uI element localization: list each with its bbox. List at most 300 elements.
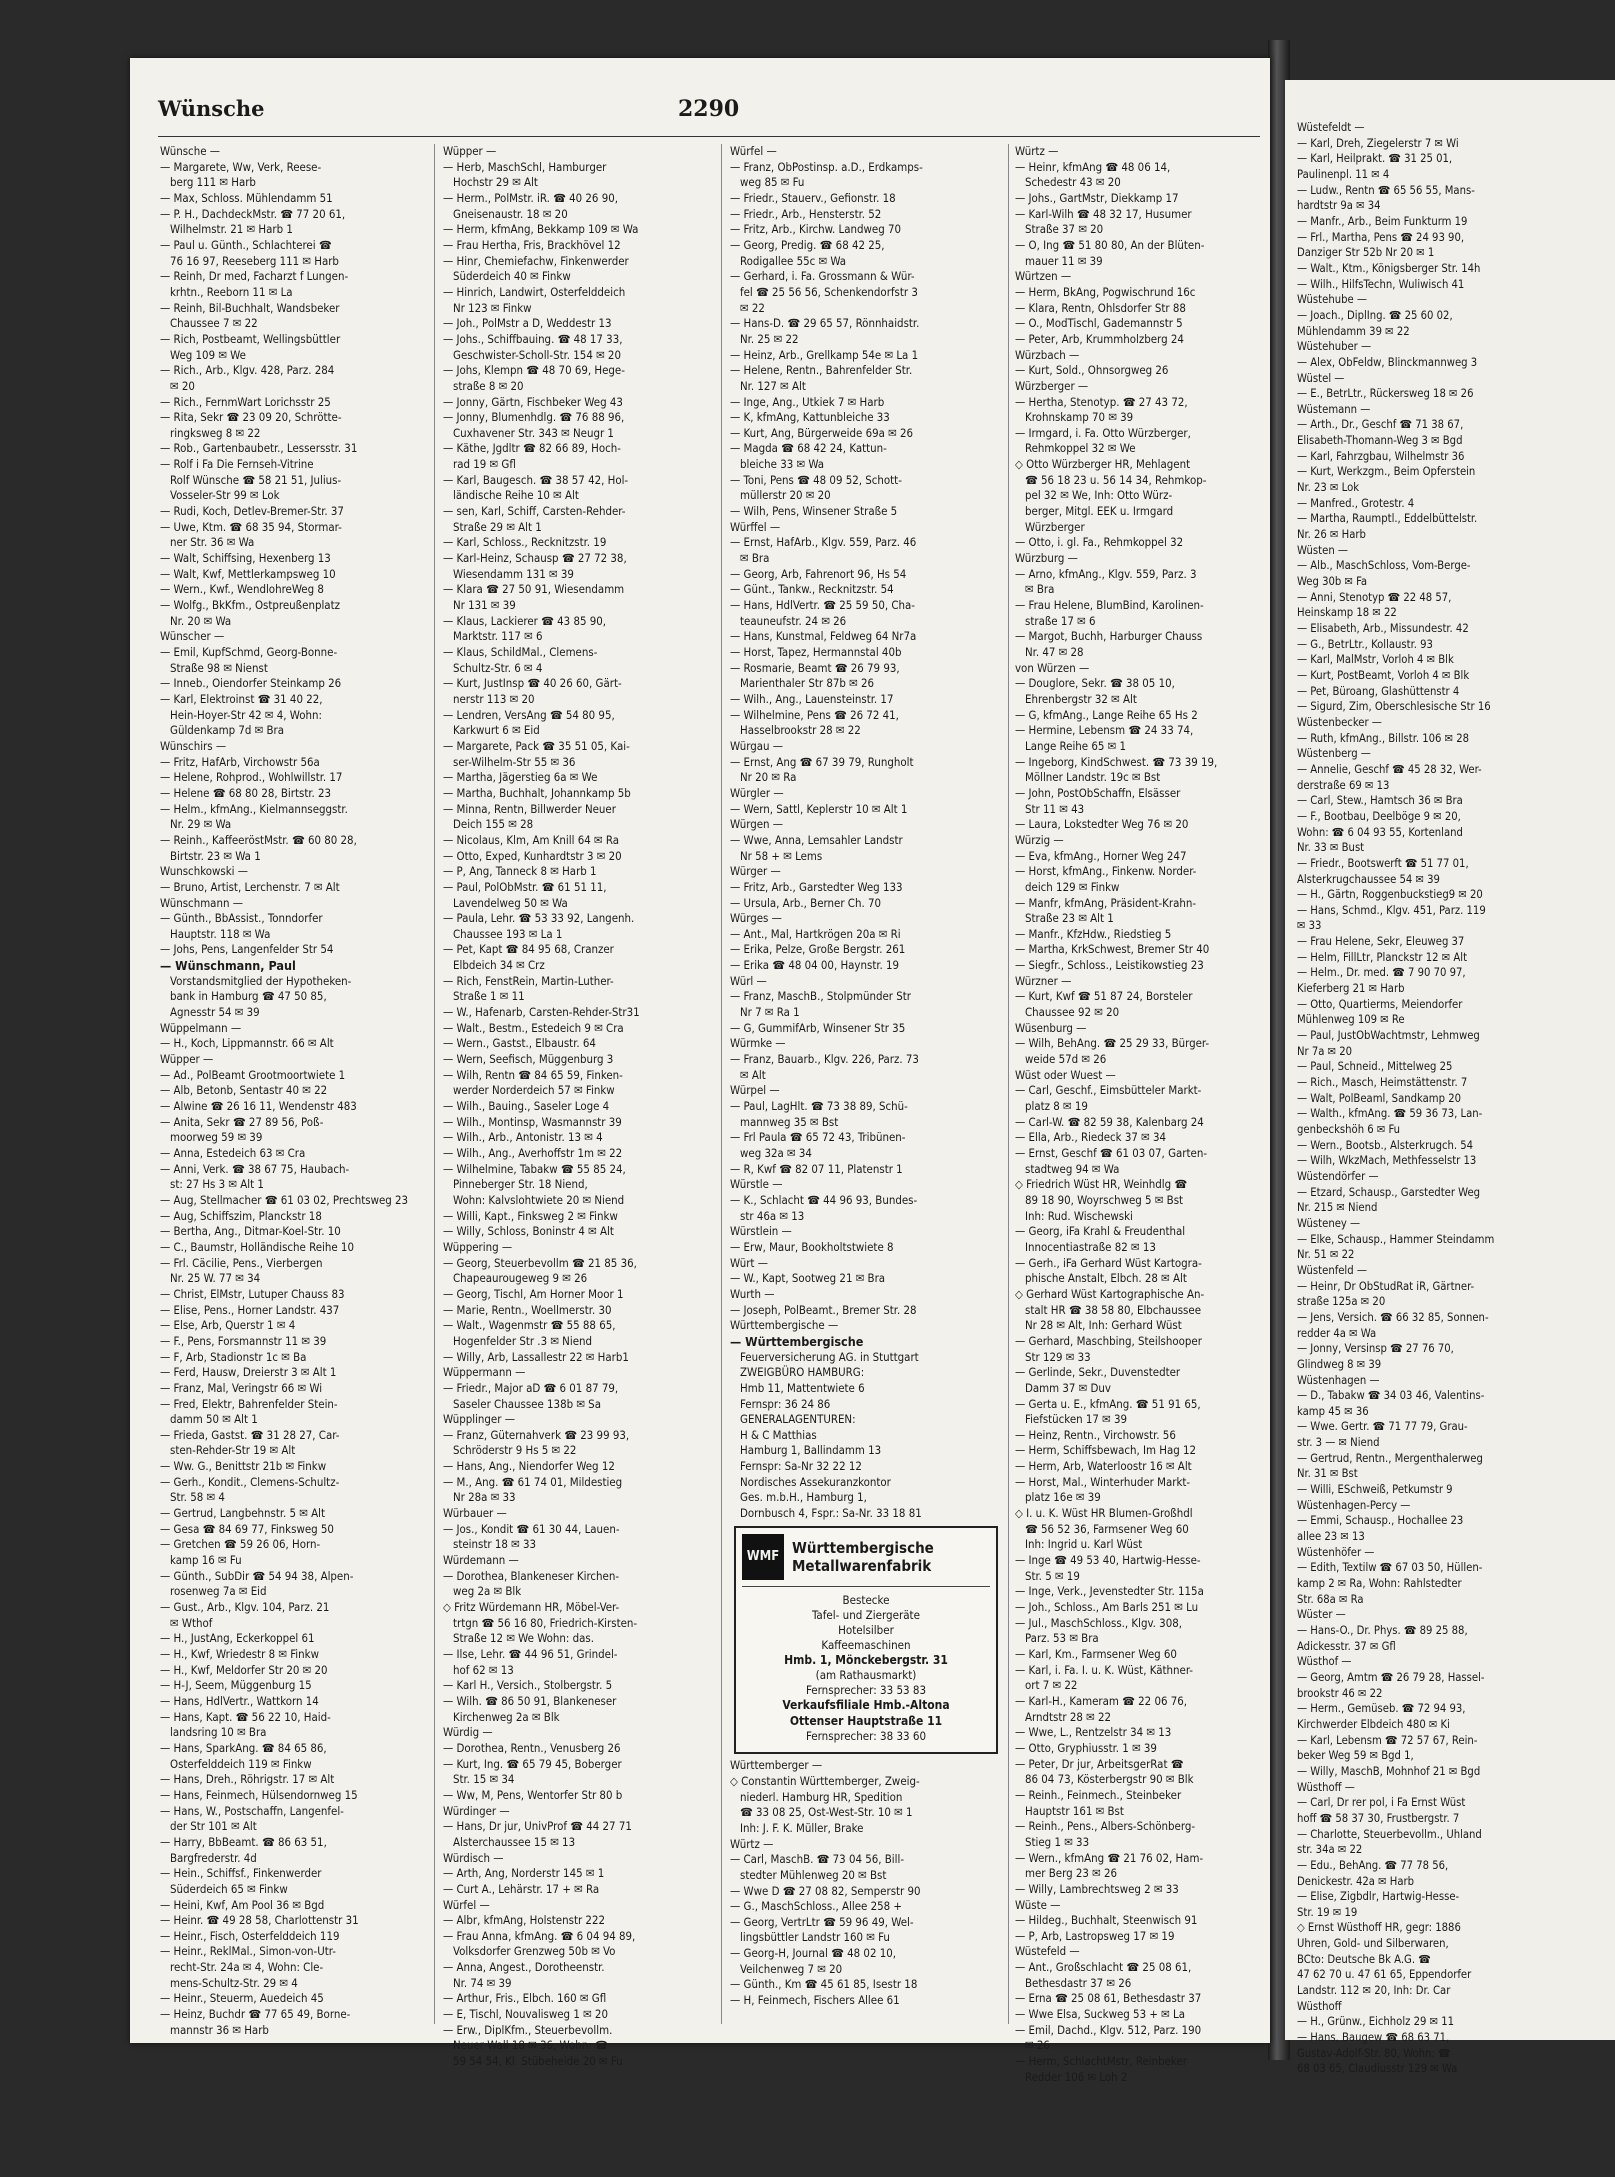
directory-line: mannweg 35 ✉ Bst (740, 1114, 839, 1129)
directory-line: — Manfr, kfmAng, Präsident-Krahn- (1015, 895, 1197, 910)
directory-line: — Kurt, Ing. ☎ 65 79 45, Boberger (443, 1756, 622, 1771)
directory-line: — M., Ang. ☎ 61 74 01, Mildestieg (443, 1474, 623, 1489)
directory-line: — Fred, Elektr, Bahrenfelder Stein- (160, 1396, 338, 1411)
directory-line: Nr. 74 ✉ 39 (453, 1975, 512, 1990)
directory-line: Würdisch — (443, 1850, 504, 1865)
directory-line: Möllner Landstr. 19c ✉ Bst (1025, 770, 1161, 785)
directory-line: — Bruno, Artist, Lerchenstr. 7 ✉ Alt (160, 879, 340, 894)
directory-line: Wüster — (1297, 1608, 1346, 1622)
directory-line: — Franz, Güternahverk ☎ 23 99 93, (443, 1427, 630, 1442)
directory-line: — Alex, ObFeldw, Blinckmannweg 3 (1297, 355, 1478, 369)
directory-line: — Carl, Dr rer pol, i Fa Ernst Wüst (1297, 1796, 1466, 1810)
directory-line: — Erna ☎ 25 08 61, Bethesdastr 37 (1015, 1991, 1202, 2006)
directory-line: trtgn ☎ 56 16 80, Friedrich-Kirsten- (453, 1615, 638, 1630)
directory-line: Adickesstr. 37 ✉ Gfl (1297, 1639, 1396, 1653)
directory-line: — Georg, Tischl, Am Horner Moor 1 (443, 1286, 624, 1301)
directory-line: Nr. 31 ✉ Bst (1297, 1467, 1358, 1481)
directory-line: — Gerh., Kondit., Clemens-Schultz- (160, 1474, 340, 1489)
page-header (158, 96, 1260, 126)
directory-page (130, 58, 1270, 2084)
directory-line: — Gertrud, Langbehnstr. 5 ✉ Alt (160, 1506, 326, 1521)
directory-line: Schröderstr 9 Hs 5 ✉ 22 (453, 1443, 577, 1458)
directory-line: — Hans, SparkAng. ☎ 84 65 86, (160, 1740, 327, 1755)
directory-line: — Reinh, Dr med, Facharzt f Lungen- (160, 269, 349, 284)
directory-line: — Wern., kfmAng ☎ 21 76 02, Ham- (1015, 1850, 1204, 1865)
directory-line: — Wilh., Bauing., Saseler Loge 4 (443, 1099, 610, 1114)
directory-line: mens-Schultz-Str. 29 ✉ 4 (170, 1975, 298, 1990)
directory-line: — Charlotte, Steuerbevollm., Uhland (1297, 1827, 1482, 1841)
directory-line: Arndtstr 28 ✉ 22 (1025, 1709, 1112, 1724)
directory-line: Nr. 47 ✉ 28 (1025, 645, 1084, 659)
ad-line: (am Rathausmarkt) (815, 1668, 917, 1683)
directory-line: — Walth., kfmAng. ☎ 59 36 73, Lan- (1297, 1107, 1483, 1121)
directory-line: ◇ Friedrich Wüst HR, Weinhdlg ☎ (1015, 1177, 1188, 1192)
directory-line: Nr 131 ✉ 39 (453, 598, 516, 613)
directory-line: Wüstenhagen-Percy — (1297, 1498, 1411, 1512)
directory-line: — Reinh., Feinmech., Steinbeker (1015, 1787, 1182, 1802)
directory-line: Wüst oder Wuest — (1015, 1067, 1116, 1082)
directory-line: — Karl, Lebensm ☎ 72 57 67, Rein- (1297, 1733, 1478, 1747)
directory-line: Nr 58 + ✉ Lems (740, 848, 823, 863)
directory-line: ländische Reihe 10 ✉ Alt (453, 488, 579, 503)
directory-line: kamp 2 ✉ Ra, Wohn: Rahlstedter (1297, 1577, 1462, 1591)
directory-line: — Max, Schloss. Mühlendamm 51 (160, 190, 333, 205)
directory-line: — Reinh., KaffeeröstMstr. ☎ 60 80 28, (160, 832, 357, 847)
directory-line: mauer 11 ✉ 39 (1025, 253, 1103, 268)
directory-line: ◇ Gerhard Wüst Kartographische An- (1015, 1286, 1205, 1301)
directory-line: — Jonny, Gärtn, Fischbeker Weg 43 (443, 394, 623, 409)
directory-line: Cuxhavener Str. 343 ✉ Neugr 1 (453, 425, 614, 440)
directory-line: — Peter, Dr jur, ArbeitsgerRat ☎ (1015, 1756, 1184, 1771)
directory-line: Würtzen — (1015, 269, 1072, 284)
directory-line: hoff ☎ 58 37 30, Frustbergstr. 7 (1297, 1811, 1460, 1825)
directory-line: — Wilh., HilfsTechn, Wuliwisch 41 (1297, 277, 1465, 291)
directory-line: — Hildeg., Buchhalt, Steenwisch 91 (1015, 1913, 1198, 1928)
directory-line: — Frl Paula ☎ 65 72 43, Tribünen- (730, 1130, 906, 1145)
directory-line: — Horst, Tapez, Hermannstal 40b (730, 645, 902, 659)
directory-line: — Martha, KrkSchwest, Bremer Str 40 (1015, 942, 1210, 957)
ad-header (742, 1534, 990, 1587)
directory-line: Stieg 1 ✉ 33 (1025, 1834, 1090, 1849)
directory-line: — Helene, Rohprod., Wohlwillstr. 17 (160, 770, 343, 785)
directory-line: derstraße 69 ✉ 13 (1297, 778, 1390, 792)
directory-line: — Herm, SchlachtMstr, Reinbeker (1015, 2054, 1187, 2069)
directory-line: — Hein., Schiffsf., Finkenwerder (160, 1866, 322, 1881)
directory-line: — Ww, M, Pens, Wentorfer Str 80 b (443, 1787, 623, 1802)
directory-line: — Sigurd, Zim, Oberschlesische Str 16 (1297, 700, 1491, 714)
directory-line: Redder 106 ✉ Loh 2 (1025, 2069, 1128, 2084)
directory-line: 68 03 65, Claudiusstr 129 ✉ Wa (1297, 2062, 1458, 2076)
directory-line: — Inge, Verk., Jevenstedter Str. 115a (1015, 1584, 1204, 1599)
directory-line: — Elke, Schausp., Hammer Steindamm (1297, 1232, 1495, 1246)
directory-line: — Georg, Arb, Fahrenort 96, Hs 54 (730, 566, 907, 581)
directory-line: — Minna, Rentn, Billwerder Neuer (443, 801, 616, 816)
directory-line: ◇ Otto Würzberger HR, Mehlagent (1015, 457, 1191, 472)
directory-line: — Ilse, Lehr. ☎ 44 96 51, Grindel- (443, 1647, 618, 1661)
ad-line: Tafel- und Ziergeräte (812, 1607, 920, 1622)
directory-line: ✉ 33 (1297, 919, 1322, 933)
directory-line: — Aug, Stellmacher ☎ 61 03 02, Prechtsweg 23 (160, 1192, 409, 1207)
directory-line: — Harry, BbBeamt. ☎ 86 63 51, (160, 1834, 327, 1849)
directory-line: — Walt., Bestm., Estedeich 9 ✉ Cra (443, 1020, 624, 1035)
directory-line: — Joh., PolMstr a D, Weddestr 13 (443, 316, 612, 331)
directory-line: — Kurt, Sold., Ohnsorgweg 26 (1015, 363, 1169, 378)
directory-line: — Gerhard, Maschbing, Steilshooper (1015, 1333, 1202, 1348)
directory-line: Agnesstr 54 ✉ 39 (170, 1005, 260, 1020)
ad-line: Hotelsilber (838, 1622, 894, 1637)
directory-line: — Erw., DiplKfm., Steuerbevollm. (443, 2022, 613, 2037)
directory-line: — Hans, Baugew ☎ 68 63 71, (1297, 2031, 1450, 2045)
directory-line: — Ww. G., Benittstr 21b ✉ Finkw (160, 1459, 327, 1474)
directory-line: bank in Hamburg ☎ 47 50 85, (170, 989, 327, 1004)
directory-line: — Walt, Kwf, Mettlerkampsweg 10 (160, 566, 336, 581)
directory-line: — Heinr., ReklMal., Simon-von-Utr- (160, 1944, 336, 1959)
directory-line: Ges. m.b.H., Hamburg 1, (740, 1490, 867, 1505)
directory-line: Wüstendörfer — (1297, 1169, 1379, 1183)
directory-line: — Willy, Schloss, Boninstr 4 ✉ Alt (443, 1224, 614, 1239)
directory-line: — Heinz, Rentn., Virchowstr. 56 (1015, 1427, 1176, 1442)
directory-line: — Wern., Bootsb., Alsterkrugch. 54 (1297, 1138, 1474, 1152)
directory-line: — Karl-H., Kameram ☎ 22 06 76, (1015, 1693, 1188, 1708)
directory-line: — Karl H., Versich., Stolbergstr. 5 (443, 1678, 613, 1693)
directory-line: hof 62 ✉ 13 (453, 1662, 514, 1677)
directory-line: Weg 30b ✉ Fa (1297, 575, 1368, 589)
directory-line: — Kurt, JustInsp ☎ 40 26 60, Gärt- (443, 676, 622, 691)
directory-line: Wüppermann — (443, 1365, 526, 1380)
directory-line: — Friedr., Stauerv., Gefionstr. 18 (730, 190, 896, 205)
directory-line: str. 3 — ✉ Niend (1297, 1436, 1380, 1450)
page-number: 2290 (678, 96, 740, 122)
ad-phone: Fernsprecher: 33 53 83 (805, 1683, 927, 1698)
directory-line: ☎ 33 08 25, Ost-West-Str. 10 ✉ 1 (740, 1805, 913, 1820)
directory-line: — Herb, MaschSchl, Hamburger (443, 159, 607, 174)
directory-line: — H-J, Seem, Müggenburg 15 (160, 1678, 312, 1693)
ad-branch: Verkaufsfiliale Hmb.-Altona (782, 1698, 950, 1713)
directory-line: Würfel — (730, 144, 777, 158)
directory-line: — sen, Karl, Schiff, Carsten-Rehder- (443, 504, 626, 519)
directory-line: — Rosmarie, Beamt ☎ 26 79 93, (730, 660, 900, 675)
directory-line: kamp 16 ✉ Fu (170, 1553, 242, 1568)
directory-line: Ehrenbergstr 32 ✉ Alt (1025, 691, 1137, 706)
directory-line: — Alwine ☎ 26 16 11, Wendenstr 483 (160, 1099, 357, 1114)
column-2 (443, 144, 712, 2069)
directory-line: — Gesa ☎ 84 69 77, Finksweg 50 (160, 1521, 334, 1536)
directory-line: — Friedr., Arb., Hensterstr. 52 (730, 206, 882, 221)
ad-address: Hmb. 1, Mönckebergstr. 31 (784, 1652, 948, 1667)
directory-line: — Pet, Büroang, Glashüttenstr 4 (1297, 684, 1460, 698)
directory-line: Hasselbrookstr 28 ✉ 22 (740, 723, 861, 738)
directory-line: — Rob., Gartenbaubetr., Lessersstr. 31 (160, 441, 358, 456)
directory-line: — Herm., PolMstr. iR. ☎ 40 26 90, (443, 190, 618, 205)
directory-line: — O, Ing ☎ 51 80 80, An der Blüten- (1015, 237, 1205, 252)
directory-line: 47 62 70 u. 47 61 65, Eppendorfer (1297, 1968, 1472, 1982)
directory-line: — Rita, Sekr ☎ 23 09 20, Schrötte- (160, 410, 342, 425)
directory-line: — Paul, Schneid., Mittelweg 25 (1297, 1060, 1453, 1074)
directory-line: — John, PostObSchaffn, Elsässer (1015, 785, 1181, 800)
directory-columns (160, 144, 1270, 2084)
directory-line: — Etzard, Schausp., Garstedter Weg (1297, 1185, 1481, 1199)
directory-line: — Friedr., Major aD ☎ 6 01 87 79, (443, 1380, 619, 1395)
directory-line: Krohnskamp 70 ✉ 39 (1025, 410, 1134, 425)
directory-line: — Gerlinde, Sekr., Duvenstedter (1015, 1365, 1181, 1380)
directory-line: Nr. 23 ✉ Lok (1297, 481, 1360, 495)
directory-line: — Hermine, Lebensm ☎ 24 33 74, (1015, 723, 1194, 738)
directory-line: — Otto, Quartierms, Meiendorfer (1297, 997, 1463, 1011)
directory-line: — Uwe, Ktm. ☎ 68 35 94, Stormar- (160, 519, 342, 534)
directory-line: Str. 68a ✉ Ra (1297, 1592, 1364, 1606)
directory-line: — Günth., SubDir ☎ 54 94 38, Alpen- (160, 1568, 354, 1583)
directory-line: Würtz — (730, 1836, 774, 1851)
directory-line: — Otto, i. gl. Fa., Rehmkoppel 32 (1015, 535, 1184, 550)
directory-line: Innocentiastraße 82 ✉ 13 (1025, 1239, 1156, 1254)
directory-line: landsring 10 ✉ Bra (170, 1725, 267, 1740)
column-divider (721, 144, 722, 2024)
directory-line: Geschwister-Scholl-Str. 154 ✉ 20 (453, 347, 621, 362)
directory-line: Württemberger — (730, 1758, 823, 1773)
directory-line: — Ella, Arb., Riedeck 37 ✉ 34 (1015, 1130, 1167, 1145)
directory-line: Str 11 ✉ 43 (1025, 801, 1085, 816)
column-1 (160, 144, 425, 2037)
directory-line: genbeckshöh 6 ✉ Fu (1297, 1123, 1401, 1136)
directory-line: Rodigallee 55c ✉ Wa (740, 253, 847, 268)
directory-line: — Wwe, Anna, Lemsahler Landstr (730, 832, 903, 847)
directory-line: — Kurt, PostBeamt, Vorloh 4 ✉ Blk (1297, 668, 1470, 682)
directory-line: — Nicolaus, Klm, Am Knill 64 ✉ Ra (443, 832, 619, 847)
directory-line: — Wern., Kwf., WendlohreWeg 8 (160, 582, 324, 597)
directory-line: Wüste — (1015, 1897, 1061, 1912)
directory-line: — Hans-D. ☎ 29 65 57, Rönnhaidstr. (730, 316, 920, 331)
directory-line: — Rich., FernmWart Lorichsstr 25 (160, 394, 331, 409)
directory-line: — Herm, kfmAng, Bekkamp 109 ✉ Wa (443, 222, 639, 237)
directory-line: Chaussee 92 ✉ 20 (1025, 1005, 1120, 1020)
directory-line: Würffel — (730, 519, 781, 534)
directory-line: — K, kfmAng, Kattunbleiche 33 (730, 410, 890, 425)
directory-line: mannstr 36 ✉ Harb (170, 2022, 269, 2037)
directory-line: — Reinh., Pens., Albers-Schönberg- (1015, 1819, 1196, 1834)
directory-line: — H., Gärtn, Roggenbuckstieg9 ✉ 20 (1297, 888, 1483, 902)
directory-line: Deich 155 ✉ 28 (453, 817, 534, 832)
directory-line: ser-Wilhelm-Str 55 ✉ 36 (453, 754, 576, 769)
directory-line: — Anna, Angest., Dorotheenstr. (443, 1960, 605, 1975)
directory-line: Denickestr. 42a ✉ Harb (1297, 1874, 1415, 1888)
directory-line: Chaussee 193 ✉ La 1 (453, 926, 563, 941)
directory-line: — Hertha, Stenotyp. ☎ 27 43 72, (1015, 394, 1188, 409)
directory-line: Uhren, Gold- und Silberwaren, (1297, 1937, 1449, 1951)
directory-line: — Dorothea, Blankeneser Kirchen- (443, 1568, 620, 1583)
directory-line: — Willy, Lambrechtsweg 2 ✉ 33 (1015, 1881, 1179, 1896)
directory-line: Lange Reihe 65 ✉ 1 (1025, 738, 1127, 753)
directory-line: — Hans, HdlVertr., Wattkorn 14 (160, 1693, 319, 1708)
directory-line: — Karl, Elektroinst ☎ 31 40 22, (160, 691, 323, 706)
directory-line: Würzburg — (1015, 551, 1078, 566)
directory-line: — Dorothea, Rentn., Venusberg 26 (443, 1740, 621, 1755)
directory-line: — H, Feinmech, Fischers Allee 61 (730, 1993, 900, 2008)
directory-line: — Inneb., Oiendorfer Steinkamp 26 (160, 676, 342, 691)
directory-line: — Hans, Kunstmal, Feldweg 64 Nr7a (730, 629, 917, 644)
directory-line: Wüstehube — (1297, 293, 1367, 307)
directory-line: — Klara, Rentn, Ohlsdorfer Str 88 (1015, 300, 1186, 315)
directory-line: — Edu., BehAng. ☎ 77 78 56, (1297, 1858, 1449, 1872)
directory-line: — Elisabeth, Arb., Missundestr. 42 (1297, 622, 1469, 635)
directory-line: Straße 29 ✉ Alt 1 (453, 519, 542, 534)
directory-line: — Erw, Maur, Bookholtstwiete 8 (730, 1239, 894, 1254)
directory-line: — Willy, Arb, Lassallestr 22 ✉ Harb1 (443, 1349, 629, 1364)
directory-line: — Alb, Betonb, Sentastr 40 ✉ 22 (160, 1083, 328, 1098)
directory-line: — H., Kwf, Meldorfer Str 20 ✉ 20 (160, 1662, 328, 1677)
directory-line: H & C Matthias (740, 1427, 817, 1442)
directory-line: Nordisches Assekuranzkontor (740, 1474, 891, 1489)
directory-line: — Bertha, Ang., Ditmar-Koel-Str. 10 (160, 1224, 341, 1239)
directory-line: Würzbach — (1015, 347, 1080, 362)
directory-line: Würl — (730, 973, 767, 988)
directory-line: Veilchenweg 7 ✉ 20 (740, 1961, 843, 1976)
directory-line: Pinneberger Str. 18 Niend, (453, 1177, 588, 1192)
directory-line: — Wilh., Arb., Antonistr. 13 ✉ 4 (443, 1130, 603, 1145)
directory-line: Württembergische — (730, 1318, 839, 1333)
directory-line: — Helene, Rentn., Bahrenfelder Str. (730, 363, 913, 378)
directory-line: — Gretchen ☎ 59 26 06, Horn- (160, 1537, 321, 1552)
directory-line: Nr. 20 ✉ Wa (170, 613, 232, 628)
directory-line: — Peter, Arb, Krummholzberg 24 (1015, 331, 1184, 346)
directory-line: Würzberger (1025, 519, 1085, 534)
directory-line: ringksweg 8 ✉ 22 (170, 425, 261, 440)
directory-line: — Wilh, BehAng. ☎ 25 29 33, Bürger- (1015, 1036, 1210, 1051)
directory-line: Paulinenpl. 11 ✉ 4 (1297, 167, 1390, 181)
directory-line: — Helm., Dr. med. ☎ 7 90 70 97, (1297, 966, 1466, 980)
directory-line: kamp 45 ✉ 36 (1297, 1404, 1369, 1418)
directory-line: fel ☎ 25 56 56, Schenkendorfstr 3 (740, 284, 918, 299)
directory-line: — Paula, Lehr. ☎ 53 33 92, Langenh. (443, 911, 635, 926)
directory-line: werder Norderdeich 57 ✉ Finkw (453, 1083, 615, 1098)
directory-line: — Joh., Schloss., Am Barls 251 ✉ Lu (1015, 1600, 1199, 1615)
directory-line: — Ingeborg, KindSchwest. ☎ 73 39 19, (1015, 754, 1218, 769)
directory-line: — Wwe, L., Rentzelstr 34 ✉ 13 (1015, 1725, 1172, 1740)
directory-line: — Ant., Mal, Hartkrögen 20a ✉ Ri (730, 926, 901, 941)
column-3 (730, 144, 1000, 2024)
directory-line: — Herm, Schiffsbewach, Im Hag 12 (1015, 1443, 1197, 1458)
directory-line: — Kurt, Werkzgm., Beim Opferstein (1297, 465, 1476, 479)
directory-line: — Erika ☎ 48 04 00, Haynstr. 19 (730, 958, 900, 973)
directory-line: — Franz, Mal, Veringstr 66 ✉ Wi (160, 1380, 323, 1395)
directory-line: Wohn: Kalvslohtwiete 20 ✉ Niend (453, 1192, 625, 1207)
wmf-logo-icon: WMF (742, 1534, 784, 1580)
directory-line: Marienthaler Str 87b ✉ 26 (740, 676, 875, 691)
directory-line: — Hans-O., Dr. Phys. ☎ 89 25 88, (1297, 1624, 1468, 1637)
directory-line: — Ernst, Ang ☎ 67 39 79, Rungholt (730, 754, 914, 769)
directory-line: Nr. 26 ✉ Harb (1297, 528, 1366, 542)
directory-line: — Martha, Buchhalt, Johannkamp 5b (443, 785, 631, 800)
directory-line: — Rolf i Fa Die Fernseh-Vitrine (160, 457, 314, 472)
directory-line: allee 23 ✉ 13 (1297, 1530, 1365, 1544)
directory-line: — Franz, MaschB., Stolpmünder Str (730, 989, 911, 1004)
directory-line: der Str 101 ✉ Alt (170, 1819, 257, 1834)
directory-line: Wüsenburg — (1015, 1020, 1087, 1035)
directory-line: weg 85 ✉ Fu (740, 175, 805, 190)
directory-line: — Carl, Geschf., Eimsbütteler Markt- (1015, 1083, 1202, 1098)
directory-line: — Günt., Tankw., Recknitzstr. 54 (730, 582, 894, 597)
directory-line: — Wilhelmine, Pens ☎ 26 72 41, (730, 707, 899, 722)
directory-line: Wüstemann — (1297, 402, 1371, 416)
directory-line: — Willy, MaschB, Mohnhof 21 ✉ Bgd (1297, 1764, 1481, 1778)
directory-line: moorweg 59 ✉ 39 (170, 1130, 263, 1145)
directory-line: Wüstefeldt — (1297, 121, 1365, 134)
directory-line: Wüstenbecker — (1297, 715, 1382, 729)
directory-line: Karkwurt 6 ✉ Eid (453, 723, 540, 738)
directory-line: berger, Mitgl. EEK u. Irmgard (1025, 504, 1174, 519)
directory-line: Nr 7 ✉ Ra 1 (740, 1005, 800, 1020)
directory-line: — Ant., Großschlacht ☎ 25 08 61, (1015, 1960, 1192, 1975)
directory-line: — E, Tischl, Nouvalisweg 1 ✉ 20 (443, 2007, 608, 2022)
directory-line: Wüsthoff (1297, 1999, 1342, 2013)
directory-line: — Karl-Heinz, Schausp ☎ 27 72 38, (443, 551, 627, 566)
directory-line: — Carl-W. ☎ 82 59 38, Kalenbarg 24 (1015, 1114, 1204, 1129)
directory-line: Parz. 53 ✉ Bra (1025, 1631, 1099, 1646)
directory-line: — Frl. Cäcilie, Pens., Vierbergen (160, 1255, 323, 1270)
directory-line: Chaussee 7 ✉ 22 (170, 316, 258, 331)
directory-line: Schultz-Str. 6 ✉ 4 (453, 660, 543, 675)
directory-line: — Joseph, PolBeamt., Bremer Str. 28 (730, 1302, 917, 1317)
directory-line: — Laura, Lokstedter Weg 76 ✉ 20 (1015, 817, 1189, 832)
directory-line: — P, Arb, Lastropsweg 17 ✉ 19 (1015, 1928, 1175, 1943)
directory-line: Würfel — (443, 1897, 490, 1912)
directory-line: Inh: Rud. Wischewski (1025, 1208, 1133, 1223)
directory-line: — Karl, Dreh, Ziegelerstr 7 ✉ Wi (1297, 136, 1459, 150)
directory-line: — Hans, Feinmech, Hülsendornweg 15 (160, 1787, 358, 1802)
directory-line: Wüstenberg — (1297, 747, 1371, 761)
directory-line: krhtn., Reeborn 11 ✉ La (170, 284, 293, 299)
header-rule (158, 136, 1260, 137)
directory-line: Güldenkamp 7d ✉ Bra (170, 723, 284, 738)
directory-line: nerstr 113 ✉ 20 (453, 691, 535, 706)
directory-line: platz 8 ✉ 19 (1025, 1099, 1088, 1114)
directory-line: Würstlein — (730, 1224, 792, 1239)
directory-line: — Ludw., Rentn ☎ 65 56 55, Mans- (1297, 183, 1475, 197)
directory-line: — H., Grünw., Eichholz 29 ✉ 11 (1297, 2015, 1455, 2029)
directory-line: — Jul., MaschSchloss., Klgv. 308, (1015, 1615, 1182, 1630)
directory-line: — H., Koch, Lippmannstr. 66 ✉ Alt (160, 1036, 334, 1051)
directory-line: — Wilh, Pens, Winsener Straße 5 (730, 504, 898, 519)
directory-line: — D., Tabakw ☎ 34 03 46, Valentins- (1297, 1389, 1485, 1403)
directory-line: Wünschmann — (160, 895, 243, 910)
directory-line: beker Weg 59 ✉ Bgd 1, (1297, 1749, 1414, 1763)
directory-line: — Emil, Dachd., Klgv. 512, Parz. 190 (1015, 2022, 1202, 2037)
directory-line: — Georg, Amtm ☎ 26 79 28, Hassel- (1297, 1670, 1485, 1684)
directory-line: ✉ Bra (740, 551, 770, 566)
directory-line: — Jonny, Blumenhdlg. ☎ 76 88 96, (443, 410, 625, 425)
directory-line: lingsbüttler Landstr 160 ✉ Fu (740, 1930, 890, 1945)
directory-line: 89 18 90, Woyrschweg 5 ✉ Bst (1025, 1192, 1184, 1207)
directory-line: Nr 28 ✉ Alt, Inh: Gerhard Wüst (1025, 1318, 1182, 1333)
directory-line: — Heini, Kwf, Am Pool 36 ✉ Bgd (160, 1897, 325, 1912)
directory-line: Wüstenhöfer — (1297, 1545, 1375, 1559)
directory-line: — Ernst, Geschf ☎ 61 03 07, Garten- (1015, 1146, 1208, 1160)
directory-line: Nr 7a ✉ 20 (1297, 1044, 1353, 1058)
directory-line: Wilhelmstr. 21 ✉ Harb 1 (170, 222, 293, 237)
directory-line: — Kurt, Kwf ☎ 51 87 24, Borsteler (1015, 989, 1193, 1004)
directory-line: — Wilh, WkzMach, Methfesselstr 13 (1297, 1154, 1477, 1168)
directory-line: Marktstr. 117 ✉ 6 (453, 629, 543, 644)
directory-line: — Walt., Wagenmstr ☎ 55 88 65, (443, 1318, 616, 1333)
directory-line: — Ernst, HafArb., Klgv. 559, Parz. 46 (730, 535, 917, 550)
directory-line: — Franz, Bauarb., Klgv. 226, Parz. 73 (730, 1052, 919, 1067)
directory-line: — Jos., Kondit ☎ 61 30 44, Lauen- (443, 1521, 620, 1536)
directory-line: — Karl, i. Fa. I. u. K. Wüst, Käthner- (1015, 1662, 1193, 1677)
directory-line: Feuerversicherung AG. in Stuttgart (740, 1349, 919, 1364)
directory-line: Elbdeich 34 ✉ Crz (453, 958, 545, 973)
directory-line: — W., Kapt, Sootweg 21 ✉ Bra (730, 1271, 886, 1286)
directory-line: — Karl, Heilprakt. ☎ 31 25 01, (1297, 152, 1453, 166)
directory-line: — R, Kwf ☎ 82 07 11, Platenstr 1 (730, 1161, 903, 1176)
